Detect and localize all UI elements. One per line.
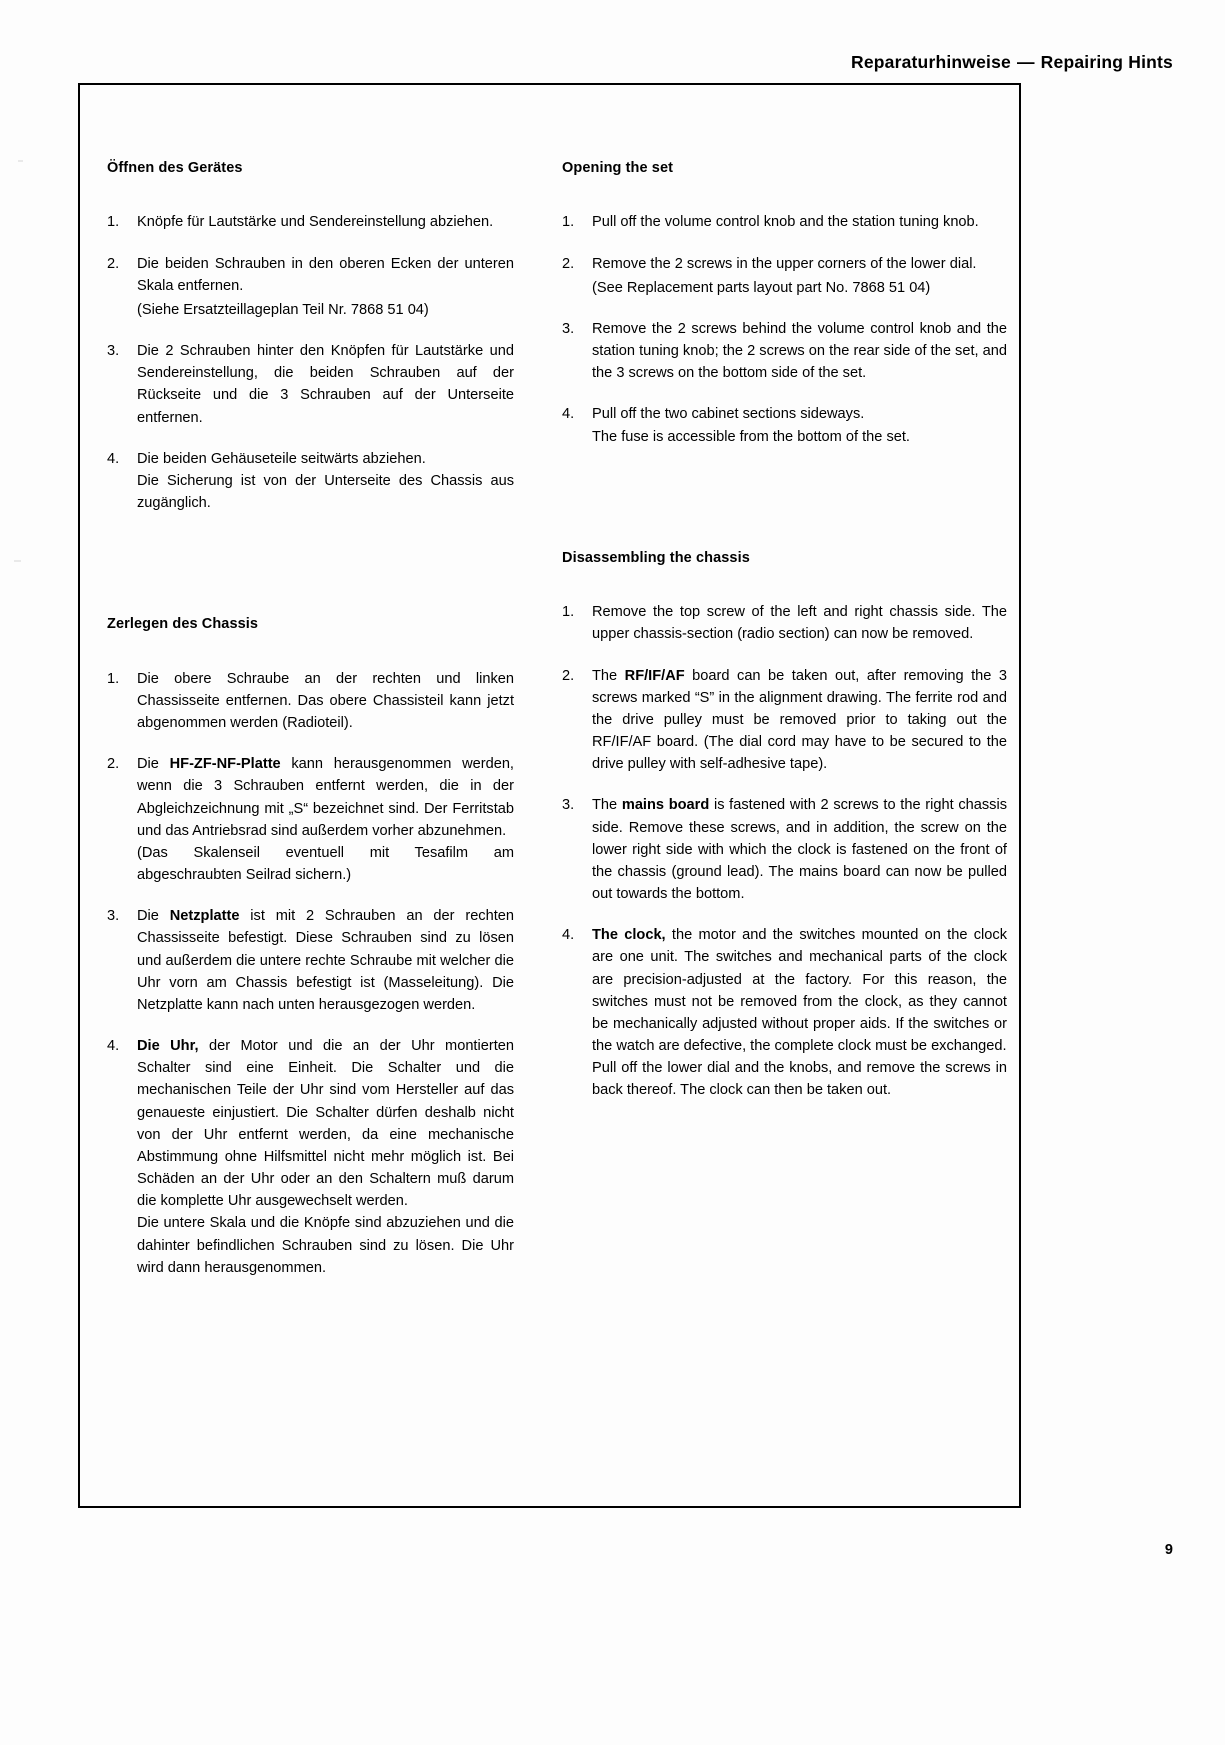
section-disassembling-english bbox=[562, 550, 1007, 1102]
step-paragraph: Remove the 2 screws behind the volume control knob and the station tuning knob; the 2 screws on the rear side of the set, and the 3 screws on the bottom side of the set. bbox=[592, 320, 1007, 382]
step-number: 2. bbox=[107, 255, 120, 272]
list-item bbox=[107, 448, 514, 515]
step-body bbox=[592, 403, 1007, 447]
step-number: 1. bbox=[107, 670, 120, 687]
step-body bbox=[137, 905, 514, 1016]
step-body bbox=[592, 794, 1007, 905]
step-number: 3. bbox=[562, 320, 575, 337]
list-item bbox=[562, 211, 1007, 233]
step-number: 1. bbox=[562, 604, 575, 621]
scan-speck bbox=[14, 560, 21, 562]
step-paragraph: Pull off the volume control knob and the station tuning knob. bbox=[592, 214, 979, 231]
list-item bbox=[562, 318, 1007, 385]
step-body bbox=[137, 211, 514, 233]
list-item bbox=[107, 668, 514, 735]
step-body bbox=[592, 601, 1007, 645]
step-number: 3. bbox=[562, 797, 575, 814]
step-body bbox=[592, 318, 1007, 385]
column-german bbox=[107, 160, 562, 1279]
step-number: 2. bbox=[562, 255, 575, 272]
step-paragraph: Pull off the lower dial and the knobs, and remove the screws in back thereof. The clock can then be taken out. bbox=[592, 1060, 1007, 1099]
running-head bbox=[851, 52, 1173, 73]
step-paragraph: Die 2 Schrauben hinter den Knöpfen für Lautstärke und Sendereinstellung, die beiden Schrauben auf der Rückseite und die 3 Schrauben auf der Unterseite entfernen. bbox=[137, 343, 514, 426]
step-number: 1. bbox=[107, 214, 120, 231]
section-disassembling-german bbox=[107, 616, 514, 1279]
column-english bbox=[562, 160, 1017, 1279]
step-paragraph: The fuse is accessible from the bottom of the set. bbox=[592, 428, 910, 445]
list-item bbox=[562, 403, 1007, 447]
section-opening-german bbox=[107, 160, 514, 514]
list-item bbox=[107, 253, 514, 322]
step-paragraph: Remove the top screw of the left and right chassis side. The upper chassis-section (radio section) can now be removed. bbox=[592, 604, 1007, 643]
running-head-english: Repairing Hints bbox=[1040, 52, 1173, 72]
page-number: 9 bbox=[1164, 1542, 1173, 1558]
steps-opening-english bbox=[562, 211, 1007, 447]
step-number: 3. bbox=[107, 343, 120, 360]
step-body bbox=[137, 448, 514, 515]
step-body bbox=[137, 668, 514, 735]
step-paragraph: Die beiden Gehäuseteile seitwärts abziehen. bbox=[137, 450, 426, 467]
running-head-german: Reparaturhinweise bbox=[850, 52, 1011, 72]
step-body bbox=[137, 1035, 514, 1279]
step-body bbox=[592, 924, 1007, 1101]
section-opening-english bbox=[562, 160, 1007, 448]
content-columns bbox=[107, 160, 1017, 1279]
list-item bbox=[107, 753, 514, 886]
step-number: 2. bbox=[107, 756, 120, 773]
list-item bbox=[562, 665, 1007, 776]
step-paragraph: Die Netzplatte ist mit 2 Schrauben an der rechten Chassisseite befestigt. Diese Schrauben sind zu lösen und außerdem die untere rechte Schraube mit welcher die Uhr vorn am Chassis befestigt ist (Masseleitung). Die Netzplatte kann nach unten herausgezogen werden. bbox=[137, 908, 515, 1013]
section-title-disassembling-english: Disassembling the chassis bbox=[562, 549, 750, 566]
list-item bbox=[562, 253, 1007, 299]
list-item bbox=[562, 794, 1007, 905]
step-paragraph: The RF/IF/AF board can be taken out, after removing the 3 screws marked “S” in the alignment drawing. The ferrite rod and the drive pulley must be removed prior to taking out the RF/IF/AF board. (The dial cord may have to be secured to the drive pulley with self-adhesive tape). bbox=[592, 667, 1008, 773]
step-paragraph: The clock, the motor and the switches mounted on the clock are one unit. The switches and mechanical parts of the clock are precision-adjusted at the factory. For this reason, the switches must not be removed from the clock, as they cannot be mechanically adjusted without proper aids. If the switches or the watch are defective, the complete clock must be exchanged. bbox=[592, 927, 1008, 1055]
step-body bbox=[137, 253, 514, 322]
step-paragraph: The mains board is fastened with 2 screws to the right chassis side. Remove these screws, and in addition, the screw on the lower right side with which the clock is fastened on the front of the chassis (ground lead). The mains board can now be pulled out towards the bottom. bbox=[592, 797, 1007, 903]
step-paragraph: Pull off the two cabinet sections sideways. bbox=[592, 406, 865, 423]
step-paragraph: Knöpfe für Lautstärke und Sendereinstellung abziehen. bbox=[137, 214, 494, 231]
section-title-opening-german: Öffnen des Gerätes bbox=[107, 160, 243, 176]
running-head-separator: — bbox=[1016, 52, 1035, 72]
step-number: 4. bbox=[107, 450, 120, 467]
list-item bbox=[107, 1035, 514, 1279]
step-paragraph: (See Replacement parts layout part No. 7868 51 04) bbox=[592, 279, 931, 296]
step-body bbox=[592, 665, 1007, 776]
list-item bbox=[107, 340, 514, 429]
step-body bbox=[137, 340, 514, 429]
step-number: 4. bbox=[107, 1038, 120, 1055]
section-title-disassembling-german: Zerlegen des Chassis bbox=[107, 616, 259, 633]
step-paragraph: Die obere Schraube an der rechten und linken Chassisseite entfernen. Das obere Chassisteil kann jetzt abgenommen werden (Radioteil). bbox=[137, 670, 514, 732]
step-paragraph: (Das Skalenseil eventuell mit Tesafilm am abgeschraubten Seilrad sichern.) bbox=[137, 844, 514, 884]
scan-speck bbox=[18, 160, 23, 162]
step-body bbox=[592, 253, 1007, 299]
step-number: 2. bbox=[562, 667, 575, 684]
step-body bbox=[137, 753, 514, 886]
step-paragraph: Die HF-ZF-NF-Platte kann herausgenommen werden, wenn die 3 Schrauben entfernt werden, die in der Abgleichzeichnung mit „S“ bezeichnet sind. Der Ferritstab und das Antriebsrad sind außerdem vorher abzunehmen. bbox=[137, 756, 514, 839]
step-paragraph: Die untere Skala und die Knöpfe sind abzuziehen und die dahinter befindlichen Schrauben sind zu lösen. Die Uhr wird dann herausgenommen. bbox=[137, 1215, 514, 1276]
steps-opening-german bbox=[107, 211, 514, 514]
steps-disassembling-english bbox=[562, 601, 1007, 1101]
step-number: 4. bbox=[562, 406, 575, 423]
list-item bbox=[107, 211, 514, 233]
list-item bbox=[562, 924, 1007, 1101]
step-body bbox=[592, 211, 1007, 233]
steps-disassembling-german bbox=[107, 668, 514, 1279]
step-paragraph: Die Uhr, der Motor und die an der Uhr montierten Schalter sind eine Einheit. Die Schalter und die mechanischen Teile der Uhr sind vom Hersteller auf das genaueste einjustiert. Die Schalter dürfen deshalb nicht von der Uhr entfernt werden, da eine mechanische Abstimmung ohne Hilfsmittel nicht mehr möglich ist. Bei Schäden an der Uhr oder an den Schaltern muß darum die komplette Uhr ausgewechselt werden. bbox=[137, 1038, 514, 1210]
step-paragraph: Die beiden Schrauben in den oberen Ecken der unteren Skala entfernen. bbox=[137, 255, 514, 294]
step-number: 1. bbox=[562, 214, 575, 231]
step-number: 3. bbox=[107, 908, 120, 925]
list-item bbox=[562, 601, 1007, 645]
step-paragraph: (Siehe Ersatzteillageplan Teil Nr. 7868 51 04) bbox=[137, 301, 429, 318]
section-title-opening-english: Opening the set bbox=[562, 160, 674, 176]
step-paragraph: Die Sicherung ist von der Unterseite des Chassis aus zugänglich. bbox=[137, 472, 514, 512]
list-item bbox=[107, 905, 514, 1016]
step-paragraph: Remove the 2 screws in the upper corners of the lower dial. bbox=[592, 255, 977, 272]
step-number: 4. bbox=[562, 927, 575, 944]
